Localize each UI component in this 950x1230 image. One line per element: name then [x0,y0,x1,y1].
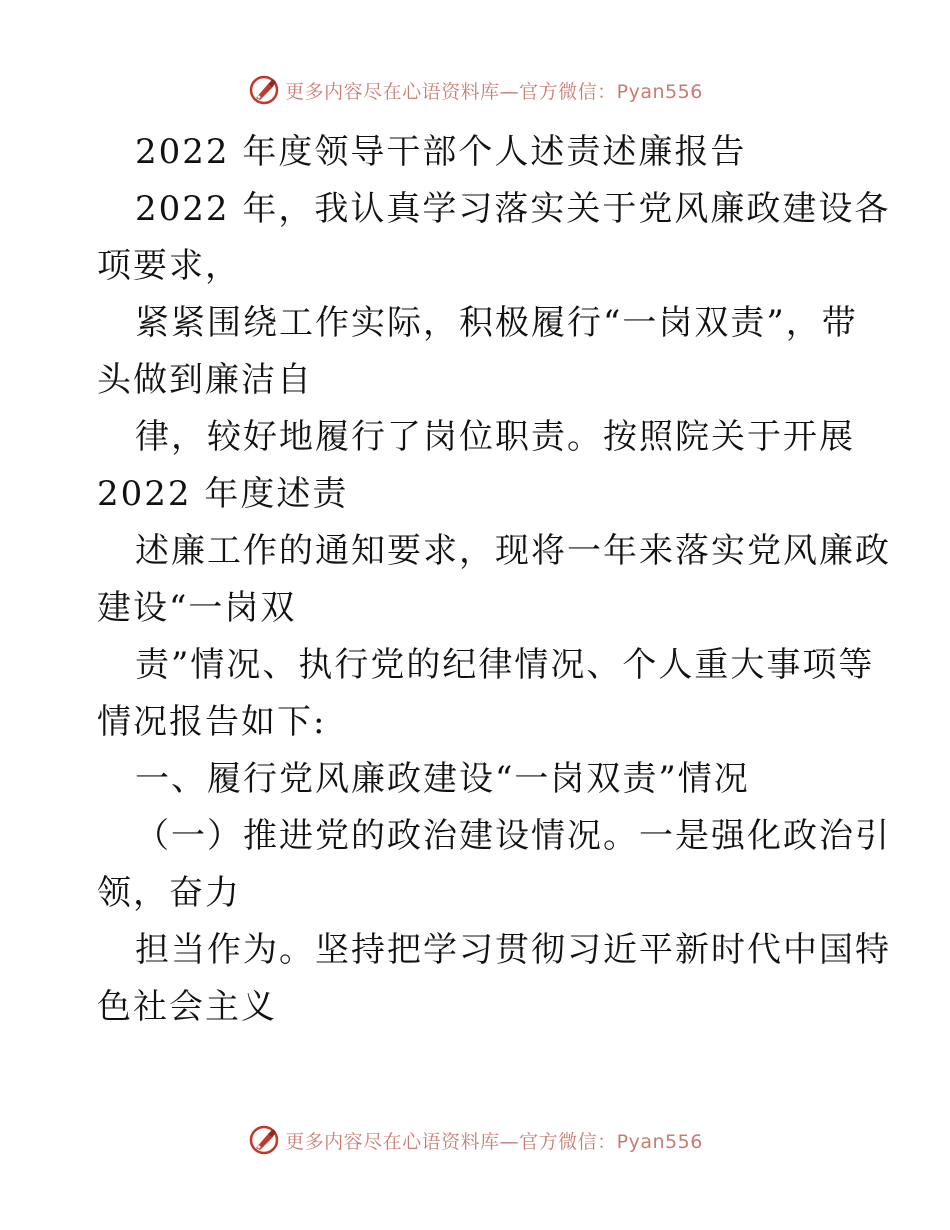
document-body [97,124,891,1036]
pen-nib-logo-icon [247,1123,281,1157]
paragraph-line: 律，较好地履行了岗位职责。按照院关于开展 [135,417,855,457]
pen-nib-logo-icon [247,73,281,107]
paragraph-line: 领，奋力 [97,873,241,913]
paragraph-line: 担当作为。坚持把学习贯彻习近平新时代中国特 [135,930,891,970]
paragraph-line: 色社会主义 [97,987,277,1027]
paragraph-line: （一）推进党的政治建设情况。一是强化政治引 [135,816,891,856]
footer-banner [0,1120,950,1160]
paragraph-line: 建设“一岗双 [97,588,297,628]
header-banner-text: 更多内容尽在心语资料库—官方微信：Pyan556 [285,80,703,103]
paragraph-line: 责”情况、执行党的纪律情况、个人重大事项等 [135,645,875,685]
paragraph-line: 述廉工作的通知要求，现将一年来落实党风廉政 [135,531,891,571]
header-banner [0,70,950,110]
document-title: 2022 年度领导干部个人述责述廉报告 [135,132,747,172]
paragraph-line: 项要求， [97,246,241,286]
paragraph-line: 2022 年度述责 [97,474,349,514]
paragraph-line: 2022 年，我认真学习落实关于党风廉政建设各 [135,189,891,229]
section-heading: 一、履行党风廉政建设“一岗双责”情况 [135,759,750,799]
paragraph-line: 头做到廉洁自 [97,360,313,400]
paragraph-line: 紧紧围绕工作实际，积极履行“一岗双责”，带 [135,303,858,343]
footer-banner-text: 更多内容尽在心语资料库—官方微信：Pyan556 [285,1130,703,1153]
paragraph-line: 情况报告如下: [97,702,327,742]
